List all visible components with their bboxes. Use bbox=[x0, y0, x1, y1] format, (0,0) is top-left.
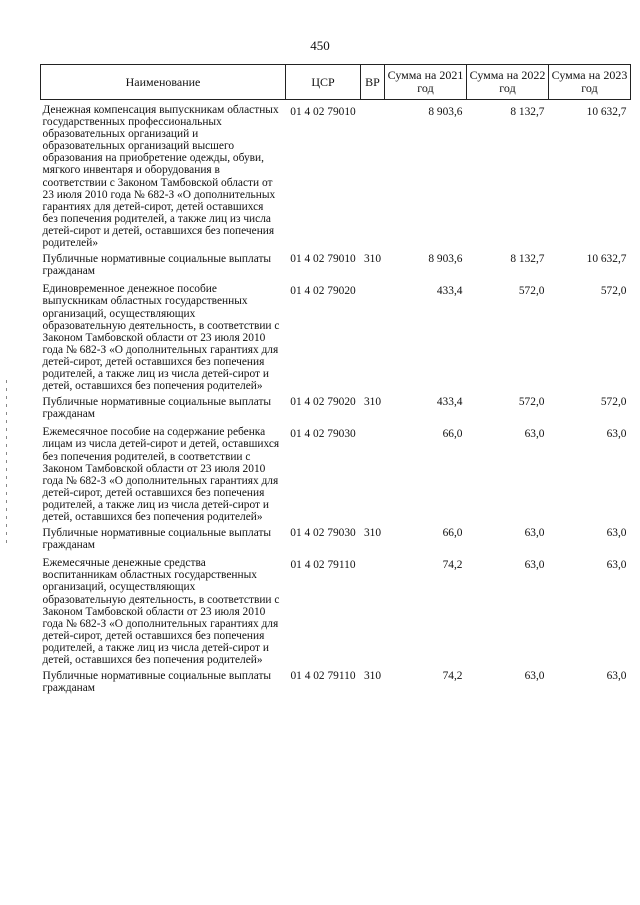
header-sum-2021: Сумма на 2021 год bbox=[385, 65, 467, 100]
row-name: Публичные нормативные социальные выплаты гражданам bbox=[42, 527, 272, 552]
row-vr: 310 bbox=[363, 396, 382, 409]
row-name: Публичные нормативные социальные выплаты гражданам bbox=[42, 253, 272, 278]
header-sum-2023: Сумма на 2023 год bbox=[549, 65, 631, 100]
row-sum-2023: 10 632,7 bbox=[586, 253, 627, 266]
row-sum-2022: 63,0 bbox=[524, 428, 545, 441]
row-csr: 01 4 02 79010 bbox=[290, 106, 356, 118]
table-row bbox=[41, 523, 631, 553]
table-row bbox=[41, 249, 631, 279]
row-name: Денежная компенсация выпускникам областных государственных профессиональных образовательных организаций и образовательных организаций высшего образования на приобретение одежды, обуви, мягкого инвентаря и оборудования в соответствии с Законом Тамбовской области от 23 июля 2010 года № 682-З «О дополнительных гарантиях для детей-сирот, детей оставшихся без попечения родителей, а также лиц из числа детей-сирот и детей, оставшихся без попечения родителей» bbox=[42, 104, 279, 250]
header-vr: ВР bbox=[361, 65, 385, 100]
row-csr: 01 4 02 79030 bbox=[290, 428, 356, 441]
table-row bbox=[41, 666, 631, 696]
header-sum-2022: Сумма на 2022 год bbox=[467, 65, 549, 100]
row-sum-2023: 63,0 bbox=[606, 559, 627, 572]
row-sum-2023: 63,0 bbox=[606, 527, 627, 540]
row-csr: 01 4 02 79110 bbox=[290, 670, 356, 683]
table-row bbox=[41, 392, 631, 422]
row-vr bbox=[361, 553, 385, 666]
row-sum-2021: 74,2 bbox=[442, 559, 463, 572]
row-vr bbox=[361, 422, 385, 523]
row-sum-2021: 74,2 bbox=[442, 670, 463, 683]
table-row bbox=[41, 422, 631, 523]
row-vr bbox=[361, 279, 385, 392]
table-header bbox=[41, 65, 631, 100]
row-csr: 01 4 02 79030 bbox=[290, 527, 356, 540]
row-vr: 310 bbox=[363, 527, 382, 540]
row-sum-2021: 433,4 bbox=[436, 285, 463, 298]
row-name: Публичные нормативные социальные выплаты гражданам bbox=[42, 396, 272, 421]
row-sum-2021: 66,0 bbox=[442, 428, 463, 441]
row-sum-2021: 433,4 bbox=[436, 396, 463, 409]
row-csr: 01 4 02 79020 bbox=[290, 285, 356, 298]
row-sum-2023: 572,0 bbox=[600, 285, 627, 298]
binding-margin-marks bbox=[6, 380, 8, 550]
row-sum-2022: 572,0 bbox=[518, 285, 545, 298]
table-row bbox=[41, 100, 631, 250]
row-sum-2023: 63,0 bbox=[606, 428, 627, 441]
row-sum-2021: 66,0 bbox=[442, 527, 463, 540]
row-csr: 01 4 02 79010 bbox=[290, 253, 356, 266]
row-sum-2023: 63,0 bbox=[606, 670, 627, 683]
row-csr: 01 4 02 79020 bbox=[290, 396, 356, 409]
row-sum-2022: 572,0 bbox=[518, 396, 545, 409]
row-vr: 310 bbox=[363, 253, 382, 266]
row-sum-2022: 63,0 bbox=[524, 670, 545, 683]
row-name: Публичные нормативные социальные выплаты гражданам bbox=[42, 670, 272, 695]
row-vr bbox=[361, 100, 385, 250]
header-name: Наименование bbox=[41, 65, 286, 100]
header-csr: ЦСР bbox=[286, 65, 361, 100]
row-sum-2022: 63,0 bbox=[524, 559, 545, 572]
row-sum-2022: 63,0 bbox=[524, 527, 545, 540]
row-sum-2022: 8 132,7 bbox=[510, 106, 545, 118]
row-csr: 01 4 02 79110 bbox=[290, 559, 356, 572]
row-sum-2023: 10 632,7 bbox=[586, 106, 627, 118]
row-vr: 310 bbox=[363, 670, 382, 683]
table-row bbox=[41, 553, 631, 666]
table-row bbox=[41, 279, 631, 392]
row-name: Единовременное денежное пособие выпускникам областных государственных организаций, осуществляющих образовательную деятельность, в соответствии с Законом Тамбовской области от 23 июля 2010 года № 682-З «О дополнительных гарантиях для детей-сирот, детей оставшихся без попечения родителей, а также лиц из числа детей-сирот и детей, оставшихся без попечения родителей» bbox=[42, 283, 280, 393]
row-sum-2023: 572,0 bbox=[600, 396, 627, 409]
row-name: Ежемесячное пособие на содержание ребенка лицам из числа детей-сирот и детей, оставшихся без попечения родителей, в соответствии с Законом Тамбовской области от 23 июля 2010 года № 682-З «О дополнительных гарантиях для детей-сирот, детей оставшихся без попечения родителей, а также лиц из числа детей-сирот и детей, оставшихся без попечения родителей» bbox=[42, 426, 280, 523]
row-sum-2021: 8 903,6 bbox=[428, 253, 463, 266]
row-name: Ежемесячные денежные средства воспитанникам областных государственных организаций, осуществляющих образовательную деятельность, в соответствии с Законом Тамбовской области от 23 июля 2010 года № 682-З «О дополнительных гарантиях для детей-сирот, детей оставшихся без попечения родителей, а также лиц из числа детей-сирот и детей, оставшихся без попечения родителей» bbox=[42, 557, 280, 667]
row-sum-2021: 8 903,6 bbox=[428, 106, 463, 118]
row-sum-2022: 8 132,7 bbox=[510, 253, 545, 266]
page-number: 450 bbox=[310, 38, 330, 53]
budget-table bbox=[40, 64, 631, 696]
